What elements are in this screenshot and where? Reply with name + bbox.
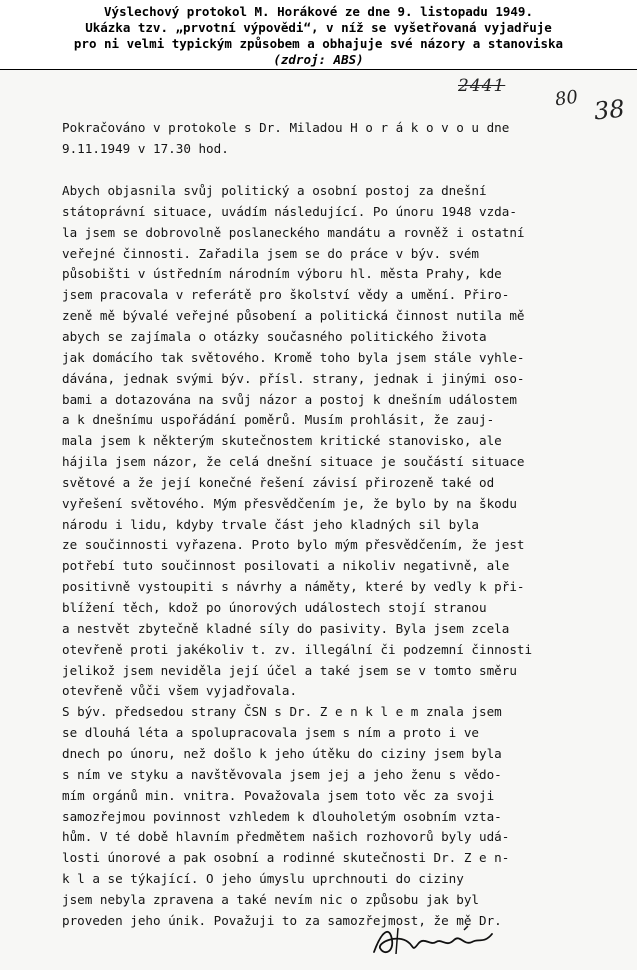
body-line: mím orgánů min. vnitra. Považovala jsem toto věc za svoji [62, 788, 495, 803]
protocol-header-line: 9.11.1949 v 17.30 hod. [62, 141, 229, 156]
body-line: potřebí tuto součinnost posilovati a nikoliv negativně, ale [62, 558, 510, 573]
body-line: hájila jsem názor, že celá dnešní situace je součástí situace [62, 454, 525, 469]
body-line: abych se zajímala o otázky současného politického života [62, 329, 487, 344]
body-line: jsem nebyla zpravena a také nevím nic o způsobu jak byl [62, 892, 480, 907]
body-line: S býv. předsedou strany ČSN s Dr. Z e n k l e m znala jsem [62, 704, 502, 719]
body-line: dávána, jednak svými býv. přísl. strany, jednak i jinými oso- [62, 371, 525, 386]
body-line: národu i lidu, kdyby trvale část jeho kladných sil byla [62, 517, 480, 532]
body-line: proveden jeho únik. Považuji to za samozřejmost, že mě Dr. [62, 913, 502, 928]
body-line: s ním ve styku a navštěvovala jsem jej a jeho ženu s vědo- [62, 767, 502, 782]
body-line: zeně mě bývalé veřejné působení a politická činnost nutila mě [62, 308, 525, 323]
caption-line-3: pro ni velmi typickým způsobem a obhajuje své názory a stanoviska [73, 36, 564, 51]
handwritten-page-number-80: 80 [553, 86, 580, 111]
body-line: bami a dotazována na svůj názor a postoj k dnešním událostem [62, 392, 517, 407]
body-line: Abych objasnila svůj politický a osobní postoj za dnešní [62, 183, 487, 198]
body-line: jsem pracovala v referátě pro školství vědy a umění. Přiro- [62, 287, 510, 302]
body-line: státoprávní situace, uvádím následující. Po únoru 1948 vzda- [62, 204, 517, 219]
body-line: jak domácího tak světového. Kromě toho byla jsem stále vyhle- [62, 350, 525, 365]
scanned-page [0, 70, 637, 970]
body-line: positivně vystoupiti s návrhy a náměty, které by vedly k při- [62, 579, 525, 594]
caption-block [0, 0, 637, 68]
body-line: vyřešení světového. Mým přesvědčením je, že bylo by na škodu [62, 496, 517, 511]
caption-line-1: Výslechový protokol M. Horákové ze dne 9. listopadu 1949. [104, 4, 533, 19]
body-line: veřejné činnosti. Zařadila jsem se do práce v býv. svém [62, 246, 480, 261]
body-line: ze součinnosti vyřazena. Proto bylo mým přesvědčením, že jest [62, 537, 525, 552]
body-line: la jsem se dobrovolně poslaneckého mandátu a rovněž i ostatní [62, 225, 525, 240]
body-line: losti únorové a pak osobní a rodinné skutečnosti Dr. Z e n- [62, 850, 510, 865]
handwritten-signature [368, 920, 508, 960]
body-line: a k dnešnímu uspořádání poměrů. Musím prohlásit, že zauj- [62, 412, 495, 427]
body-line: dnech po únoru, než došlo k jeho útěku do ciziny jsem byla [62, 746, 502, 761]
body-line: k l a se týkající. O jeho úmyslu uprchnouti do ciziny [62, 871, 464, 886]
body-line: působišti v ústředním národním výboru hl. města Prahy, kde [62, 266, 502, 281]
body-line: mala jsem k některým skutečnostem kritické stanovisko, ale [62, 433, 502, 448]
handwritten-page-number-38: 38 [592, 94, 626, 126]
body-line: a nestvět zbytečně kladné síly do pasivity. Byla jsem zcela [62, 621, 510, 636]
caption-line-2: Ukázka tzv. „prvotní výpovědi“, v níž se vyšetřovaná vyjadřuje [85, 20, 552, 35]
struck-archive-number: 2441 [458, 76, 506, 96]
body-line: světové a že její konečné řešení závisí přirozeně také od [62, 475, 495, 490]
body-line: jelikož jsem neviděla její účel a také jsem se v tomto směru [62, 663, 517, 678]
body-line: blížení těch, kdož po únorových událostech stojí stranou [62, 600, 487, 615]
body-line: samozřejmou povinnost vzhledem k dlouholetým osobním vzta- [62, 809, 502, 824]
body-line: otevřeně proti jakékoliv t. zv. illegální či podzemní činnosti [62, 642, 533, 657]
protocol-header-line: Pokračováno v protokole s Dr. Miladou H o r á k o v o u dne [62, 120, 510, 135]
body-line: hům. V té době hlavním předmětem našich rozhovorů byly udá- [62, 829, 510, 844]
body-line: otevřeně vůči všem vyjadřovala. [62, 683, 298, 698]
caption-source: (zdroj: ABS) [273, 52, 364, 67]
body-line: se dlouhá léta a spolupracovala jsem s ním a proto i ve [62, 725, 480, 740]
